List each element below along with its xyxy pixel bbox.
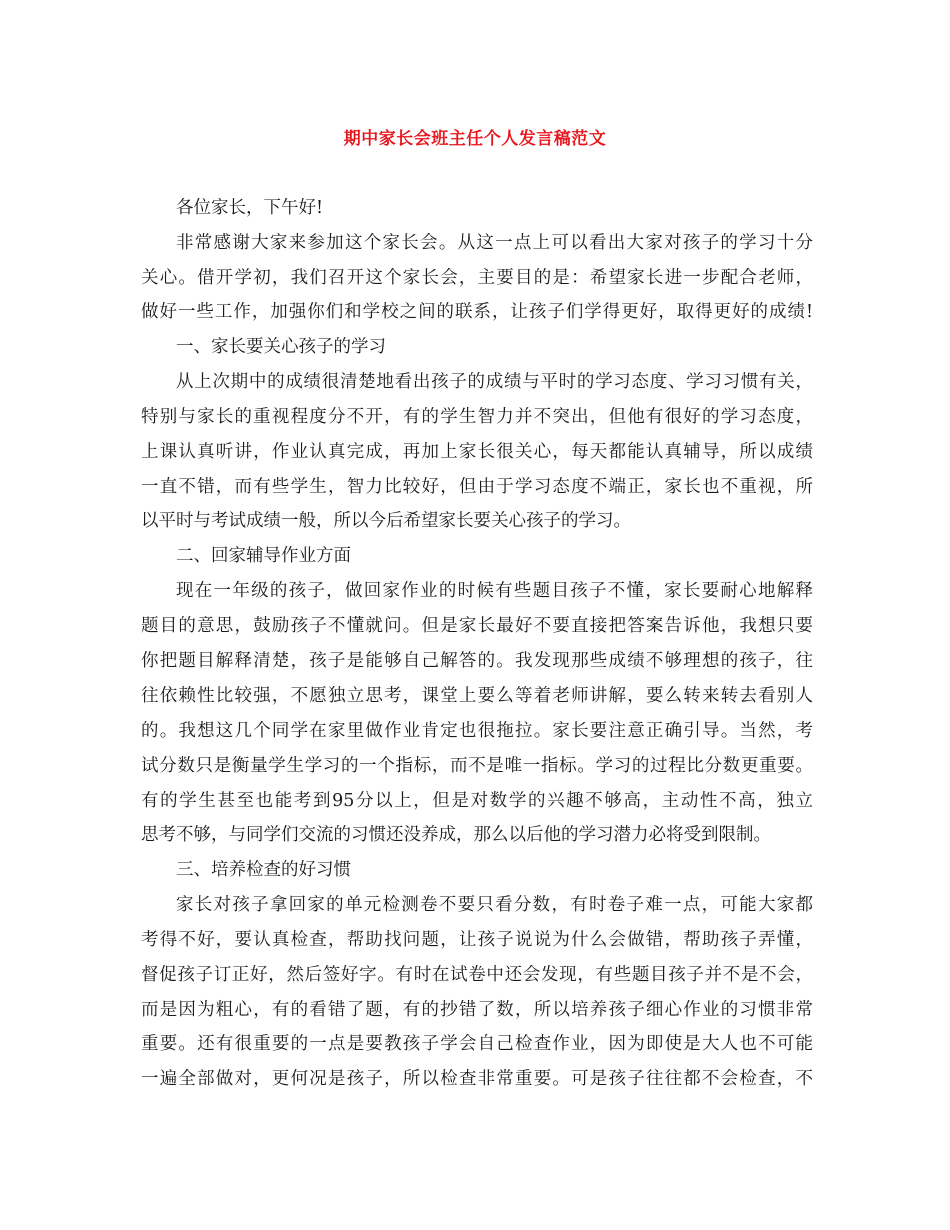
paragraph-line: 往依赖性比较强，不愿独立思考，课堂上要么等着老师讲解，要么转来转去看别人 <box>141 686 813 706</box>
paragraph-line: 家长对孩子拿回家的单元检测卷不要只看分数，有时卷子难一点，可能大家都 <box>176 895 813 915</box>
paragraph-line: 现在一年级的孩子，做回家作业的时候有些题目孩子不懂，家长要耐心地解释 <box>176 581 813 601</box>
paragraph-line: 关心。借开学初，我们召开这个家长会，主要目的是：希望家长进一步配合老师， <box>141 268 813 288</box>
paragraph-line: 以平时与考试成绩一般，所以今后希望家长要关心孩子的学习。 <box>141 511 631 531</box>
paragraph-line: 上课认真听讲，作业认真完成，再加上家长很关心，每天都能认真辅导，所以成绩 <box>141 442 813 462</box>
document-title: 期中家长会班主任个人发言稿范文 <box>343 129 607 149</box>
section-heading: 一、家长要关心孩子的学习 <box>176 337 386 357</box>
section-heading: 二、回家辅导作业方面 <box>176 546 351 566</box>
paragraph-line: 特别与家长的重视程度分不开，有的学生智力并不突出，但他有很好的学习态度， <box>141 407 813 427</box>
paragraph-line: 思考不够，与同学们交流的习惯还没养成，那么以后他的学习潜力必将受到限制。 <box>141 825 771 845</box>
paragraph-line: 从上次期中的成绩很清楚地看出孩子的成绩与平时的学习态度、学习习惯有关， <box>176 372 813 392</box>
paragraph-line: 而是因为粗心，有的看错了题，有的抄错了数，所以培养孩子细心作业的习惯非常 <box>141 1000 813 1020</box>
paragraph-line: 做好一些工作，加强你们和学校之间的联系，让孩子们学得更好，取得更好的成绩! <box>141 302 813 322</box>
paragraph-line: 试分数只是衡量学生学习的一个指标，而不是唯一指标。学习的过程比分数更重要。 <box>141 756 813 776</box>
paragraph-line: 督促孩子订正好，然后签好字。有时在试卷中还会发现，有些题目孩子并不是不会， <box>141 965 813 985</box>
section-heading: 三、培养检查的好习惯 <box>176 860 351 880</box>
paragraph-line: 题目的意思，鼓励孩子不懂就问。但是家长最好不要直接把答案告诉他，我想只要 <box>141 616 813 636</box>
paragraph-line: 非常感谢大家来参加这个家长会。从这一点上可以看出大家对孩子的学习十分 <box>176 233 813 253</box>
paragraph-line: 有的学生甚至也能考到95分以上，但是对数学的兴趣不够高，主动性不高，独立 <box>141 791 813 811</box>
paragraph-line: 考得不好，要认真检查，帮助找问题，让孩子说说为什么会做错，帮助孩子弄懂， <box>141 930 813 950</box>
paragraph-line: 的。我想这几个同学在家里做作业肯定也很拖拉。家长要注意正确引导。当然，考 <box>141 721 813 741</box>
paragraph-line: 你把题目解释清楚，孩子是能够自己解答的。我发现那些成绩不够理想的孩子，往 <box>141 651 813 671</box>
paragraph-line: 重要。还有很重要的一点是要教孩子学会自己检查作业，因为即使是大人也不可能 <box>141 1034 813 1054</box>
paragraph-line: 一遍全部做对，更何况是孩子，所以检查非常重要。可是孩子往往都不会检查，不 <box>141 1069 813 1089</box>
paragraph-line: 一直不错，而有些学生，智力比较好，但由于学习态度不端正，家长也不重视，所 <box>141 477 813 497</box>
greeting-line: 各位家长，下午好! <box>176 198 324 218</box>
